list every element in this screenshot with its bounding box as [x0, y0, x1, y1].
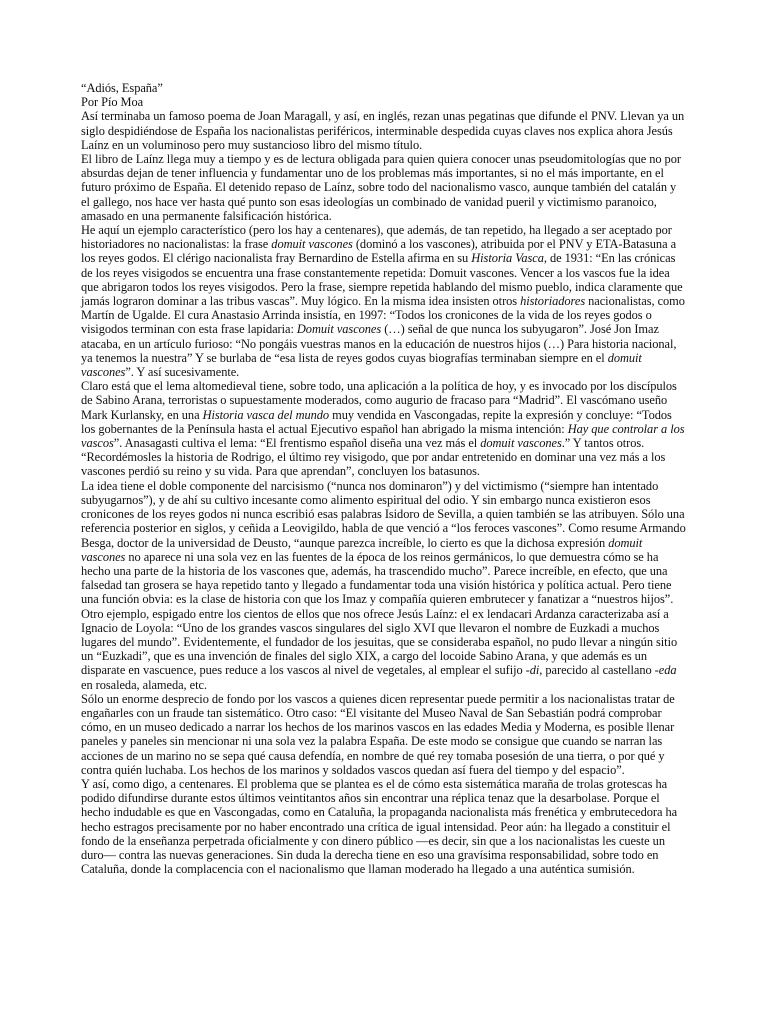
text-run: Otro ejemplo, espigado entre los cientos de ellos que nos ofrece Jesús Laínz: el ex lendacari Ardanza caracterizaba así a Ignacio de Loyola: “Uno de los grandes vascos singulares del siglo XVI que llevaron el nombre de Euzkadi a muchos lugares del mundo”. Evidentemente, el fundador de los jesuitas, que se consideraba español, no pudo llevar a ningún sitio un “Euzkadi”, que es una invención de finales del siglo XIX, a cargo del locoide Sabino Arana, y que además es un disparate en vascuence, pues reduce a los vascos al nivel de vegetales, al emplear el sufijo - [81, 606, 678, 678]
text-run: (dominó a los vascones), atribuida por el PNV y ETA-Batasuna a los reyes godos. El clérigo nacionalista fray Bernardino de Estella afirma en su [81, 237, 677, 266]
text-run: no aparece ni una sola vez en las fuentes de la época de los reinos germánicos, lo que demuestra cómo se ha hecho una parte de la historia de los vascones que, además, ha trascendido mucho”. Parece increíble, en efecto, que una falsedad tan grosera se haya repetido tanto y llegado a fundamentar toda una visión histórica y política actual. Pero tiene una función obvia: es la clase de historia con que los Imaz y compañía quieren embrutecer y fanatizar a “nuestros hijos”. [81, 549, 674, 607]
text-run: La idea tiene el doble componente del narcisismo (“nunca nos dominaron”) y del victimismo (“siempre han intentado subyugarnos”), y de ahí su cultivo incesante como alimento espiritual del odio. Y sin embargo nunca existieron esos cronicones de los reyes godos ni nunca escribió esas palabras Isidoro de Sevilla, a quien también se las atribuyen. Sólo una referencia posterior en siglos, y ceñida a Leovigildo, habla de que venció a “los feroces vascones”. Como resume Armando Besga, doctor de la universidad de Deusto, “aunque parezca increíble, lo cierto es que la dichosa expresión [81, 478, 686, 550]
text-run: , parecido al castellano - [539, 663, 659, 678]
text-run: Así terminaba un famoso poema de Joan Maragall, y así, en inglés, rezan unas pegatinas que difunde el PNV. Llevan ya un siglo despidiéndose de España los nacionalistas periféricos, interminable despedida cuyas claves nos explica ahora Jesús Laínz en un voluminoso pero muy sustancioso libro del mismo título. [81, 109, 685, 152]
italic-text: Historia Vasca [471, 251, 544, 266]
text-run: , de 1931: “En las crónicas de los reyes visigodos se encuentra una frase constantemente repetida: Domuit vascones. Vencer a los vascos fue la idea que abrigaron todos los reyes visigodos. Pero la frase, siempre repetida hablando del mismo pueblo, indica claramente que jamás lograron dominar a las tribus vascas”. Muy lógico. En la misma idea insisten otros [81, 251, 683, 309]
text-run: Y así, como digo, a centenares. El problema que se plantea es el de cómo esta sistemática maraña de trolas grotescas ha podido difundirse durante estos últimos veintitantos años sin encontrar una réplica tenaz que la desarbolase. Porque el hecho indudable es que en Vascongadas, como en Cataluña, la propaganda nacionalista más frenética y embrutecedora ha hecho estragos precisamente por no haber encontrado una crítica de igual intensidad. Peor aún: ha llegado a constituir el fondo de la enseñanza perpetrada oficialmente y con dinero público —es decir, sin que a los nacionalistas les cueste un duro— contra las nuevas generaciones. Sin duda la derecha tiene en eso una gravísima responsabilidad, sobre todo en Cataluña, donde la complacencia con el nacionalismo que llaman moderado ha llegado a una auténtica sumisión. [81, 776, 678, 877]
text-run: ”. Y así sucesivamente. [125, 365, 240, 380]
paragraph [81, 152, 688, 223]
italic-text: di [529, 663, 540, 678]
text-run: ”. Anasagasti cultiva el lema: “El frentismo español diseña una vez más el [113, 436, 481, 451]
italic-text: Domuit vascones [296, 322, 382, 337]
document-title: “Adiós, España” [81, 81, 163, 95]
italic-text: domuit vascones [81, 350, 642, 380]
italic-text: domuit vascones [81, 535, 643, 564]
paragraph [81, 607, 688, 692]
italic-text: Hay que controlar a los vascos [81, 421, 685, 451]
paragraph-list [81, 109, 688, 876]
document-byline: Por Pío Moa [81, 95, 144, 110]
text-run: .” Y tantos otros. “Recordémosles la historia de Rodrigo, el último rey visigodo, que por andar entretenido en dominar una vez más a los vascones perdió su reino y su vida. Para que aprendan”, concluyen los batasunos. [81, 436, 666, 479]
paragraph [81, 379, 688, 478]
italic-text: domuit vascones [271, 237, 353, 252]
text-run: muy vendida en Vascongadas, repite la expresión y concluye: “Todos los gobernantes de la Península hasta el actual Ejecutivo español han abrigado la misma intención: [81, 407, 672, 436]
text-run: (…) señal de que nunca los subyugaron”. José Jon Imaz atacaba, en un artículo furioso: “No pongáis vuestras manos en la educación de nuestros hijos (…) Para historia nacional, ya tenemos la nuestra” Y se burlaba de “esa lista de reyes godos cuyas biografías terminaban siempre en el [81, 322, 677, 365]
paragraph [81, 479, 688, 607]
italic-text: Historia vasca del mundo [202, 407, 330, 422]
text-run: en rosaleda, alameda, etc. [81, 677, 207, 692]
italic-text: historiadores [520, 294, 586, 309]
text-run: El libro de Laínz llega muy a tiempo y es de lectura obligada para quien quiera conocer unas pseudomitologías que no por absurdas dejan de tener influencia y fundamentar uno de los problemas más importantes, si no el más importante, en el futuro próximo de España. El detenido repaso de Laínz, sobre todo del nacionalismo vasco, aunque también del catalán y el gallego, nos hace ver hasta qué punto son esas ideologías un combinado de vanidad pueril y victimismo paranoico, amasado en una permanente falsificación histórica. [81, 152, 681, 223]
text-run: Sólo un enorme desprecio de fondo por los vascos a quienes dicen representar puede permitir a los nacionalistas tratar de engañarles con un fraude tan sistemático. Otro caso: “El visitante del Museo Naval de San Sebastián podrá comprobar cómo, en un museo dedicado a narrar los hechos de los marinos vascos en las edades Media y Moderna, es posible llenar paneles y paneles sin mencionar ni una sola vez la palabra España. De este modo se consigue que cuando se narran las acciones de un marino no se sepa qué causa defendía, en nombre de qué rey tomaba posesión de una tierra, o por qué y contra quién luchaba. Los hechos de los marinos y soldados vascos quedan así fuera del tiempo y del espacio”. [81, 691, 675, 777]
italic-text: eda [658, 663, 677, 678]
paragraph [81, 223, 688, 379]
text-run: He aquí un ejemplo característico (pero los hay a centenares), que además, de tan repetido, ha llegado a ser aceptado por historiadores no nacionalistas: la frase [81, 223, 672, 252]
text-run: nacionalistas, como Martín de Ugalde. El cura Anastasio Arrinda insistía, en 1997: “Todos los cronicones de la vida de los reyes godos o visigodos terminan con esta frase lapidaria: [81, 294, 685, 337]
paragraph [81, 692, 688, 777]
italic-text: domuit vascones [480, 436, 562, 451]
text-run: Claro está que el lema altomedieval tiene, sobre todo, una aplicación a la política de hoy, y es invocado por los discípulos de Sabino Arana, terroristas o supuestamente moderados, como augurio de fracaso para “Madrid”. El vascómano useño Mark Kurlansky, en una [81, 379, 677, 422]
document-body [81, 81, 688, 876]
paragraph [81, 109, 688, 152]
paragraph [81, 777, 688, 876]
